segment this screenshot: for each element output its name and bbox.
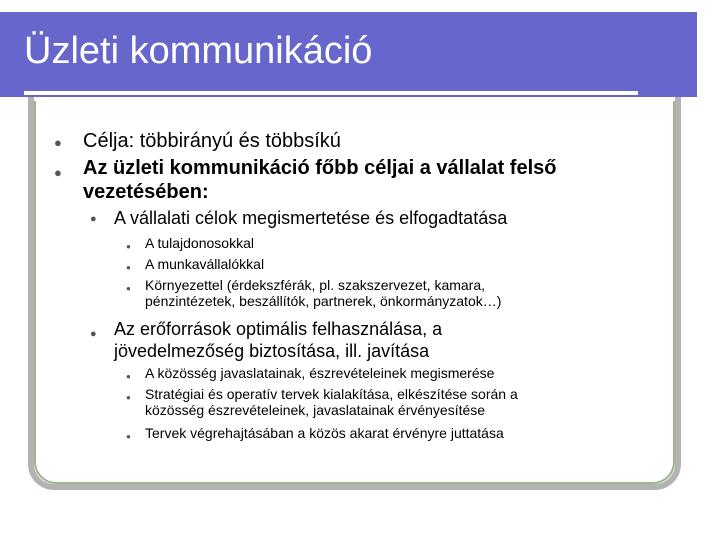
bullet-text-line2: közösség észrevételeinek, javaslatainak érvényesítése [145,402,486,418]
bullet-text-line2: jövedelmezőség biztosítása, ill. javítása [114,341,430,361]
bullet-item-2 [54,156,557,204]
bullet-icon: ● [126,284,131,293]
bullet-icon: ● [126,242,131,251]
bullet-text: Tervek végrehajtásában a közös akarat érvényre juttatása [145,425,504,441]
bullet-item-5 [126,256,265,272]
bullet-icon: ● [90,213,97,225]
bullet-item-10 [126,425,504,441]
bullet-text-line1: Az erőforrások optimális felhasználása, a [114,319,443,339]
bullet-item-4 [126,235,254,251]
bullet-icon: ● [54,165,62,180]
bullet-icon: ● [126,263,131,272]
bullet-icon: ● [126,393,131,402]
bullet-text-line1: Stratégiai és operatív tervek kialakítása, elkészítése során a [145,386,518,402]
bullet-item-6 [126,277,502,309]
bullet-icon: ● [90,328,97,340]
bullet-text-line1: Az üzleti kommunikáció főbb céljai a vállalat felső [83,157,557,179]
bullet-item-9 [126,386,518,418]
title-underline [24,91,638,95]
bullet-item-3 [90,208,508,229]
bullet-icon: ● [126,372,131,381]
bullet-icon: ● [126,432,131,441]
bullet-text: A tulajdonosokkal [145,235,254,251]
bullet-text-line2: pénzintézetek, beszállítók, partnerek, önkormányzatok…) [145,293,502,309]
slide-title: Üzleti kommunikáció [24,30,373,72]
bullet-item-7 [90,318,443,362]
bullet-text-line1: Környezettel (érdekszférák, pl. szakszervezet, kamara, [145,277,486,293]
bullet-text: Célja: többirányú és többsíkú [83,130,341,152]
bullet-item-8 [126,365,495,381]
bullet-text: A munkavállalókkal [145,256,265,272]
bullet-icon: ● [54,135,62,150]
bullet-text: A vállalati célok megismertetése és elfogadtatása [114,208,508,228]
bullet-text-line2: vezetésében: [83,181,209,203]
bullet-text: A közösség javaslatainak, észrevételeinek megismerése [145,365,495,381]
bullet-item-1 [54,130,341,153]
frame-top-mask [34,97,675,101]
